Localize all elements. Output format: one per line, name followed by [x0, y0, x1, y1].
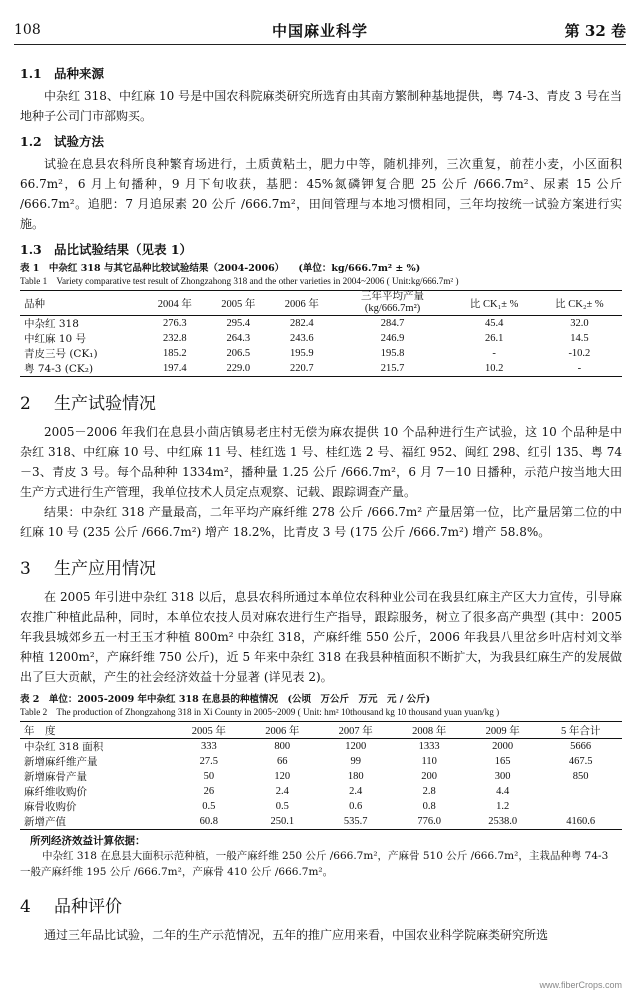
table-cell: 麻骨收购价	[24, 801, 77, 813]
section-number: 4	[20, 897, 31, 917]
section-number: 1.1	[20, 66, 42, 81]
table-1	[20, 290, 622, 377]
article-body	[20, 58, 622, 945]
table-header-cell: 5 年合计	[539, 722, 622, 739]
table-cell: 110	[421, 756, 437, 767]
table-cell: 120	[274, 771, 291, 782]
table-cell: 26.1	[484, 333, 504, 344]
table-header-cell: 2008 年	[392, 722, 465, 739]
section-number: 3	[20, 559, 31, 579]
table-cell: 0.8	[422, 801, 436, 812]
table-cell: 50	[203, 771, 215, 782]
table-2	[20, 721, 622, 830]
table-header-cell: 2009 年	[466, 722, 539, 739]
table-cell: 295.4	[226, 318, 251, 329]
table-cell: 200	[421, 771, 438, 782]
table-header-cell: 比 CK₂± %	[537, 291, 622, 316]
table-cell: 27.5	[199, 756, 218, 767]
table-header-cell: 2005 年	[207, 291, 271, 316]
table-header-cell: 2004 年	[143, 291, 207, 316]
table-cell: 850	[572, 771, 589, 782]
table-header-cell: 2005 年	[172, 722, 245, 739]
table-cell: 中杂红 318	[24, 318, 79, 330]
table-cell: 1.2	[496, 801, 510, 812]
table-row	[20, 331, 622, 346]
section-2-text-2: 结果：中杂红 318 产量最高，二年平均产麻纤维 278 公斤 /666.7m² 产量居第一位，比产量居第二位的中红麻 10 号 (235 公斤 /666.7m²) 增产 18.2%，比青皮 3 号 (175 公斤 /666.7m²) 增产 58.8%。	[20, 505, 622, 539]
table-row	[20, 769, 622, 784]
table-cell: 99	[350, 756, 361, 767]
section-3-text: 在 2005 年引进中杂红 318 以后，息县农科所通过本单位农科种业公司在我县红麻主产区大力宣传，引导麻农推广种植此品种，同时，本单位农技人员对麻农进行生产指导，跟踪服务，树立了很多高产典型 (其中：2005 年我县城郊乡五一村王玉才种植 800m² 中杂红 318，产麻纤维 550 公斤，2006 年我县八里岔乡叶店村刘文举种植 1200m²，产麻纤维 750 公斤)，近 5 年来中杂红 318 在我县种植面积不断扩大，为我县红麻生产的发展做出了巨大贡献，产生的社会经济效益十分显著 (详见表 2)。	[20, 590, 622, 684]
table-row	[20, 316, 622, 332]
journal-title: 中国麻业科学	[271, 22, 368, 40]
table-cell: 2.8	[422, 786, 436, 797]
section-title: 试验方法	[54, 134, 105, 149]
table-cell: 282.4	[289, 318, 314, 329]
section-4-text: 通过三年品比试验，二年的生产示范情况，五年的推广应用来看，中国农业科学院麻类研究所选	[44, 928, 549, 942]
section-title: 生产试验情况	[54, 394, 156, 414]
table-cell: 10.2	[452, 361, 537, 377]
section-1-2-heading	[20, 132, 622, 150]
table-cell: 215.7	[334, 361, 452, 377]
section-1-1-heading	[20, 64, 622, 82]
table-cell: 4.4	[496, 786, 510, 797]
table-header-cell: 比 CK₁± %	[452, 291, 537, 316]
table-header-cell: 2007 年	[319, 722, 392, 739]
table-cell: 185.2	[162, 348, 187, 359]
table-row	[20, 814, 622, 830]
table-cell: 新增麻骨产量	[24, 771, 87, 783]
table-cell: 229.0	[207, 361, 271, 377]
volume-label: 第 32 卷	[564, 22, 626, 40]
table-cell: 5666	[570, 741, 592, 752]
table-row	[20, 346, 622, 361]
section-2-text-1: 2005－2006 年我们在息县小茴店镇易老庄村无偿为麻农提供 10 个品种进行生产试验，这 10 个品种是中杂红 318、中红麻 10 号、中红麻 11 号、桂红选 1 号、桂红选 2 号、福红 952、闽红 298、红引 135、粤 74－3、青皮 3 号。每个品种种 1334m²，播种量 1.25 公斤 /666.7m²，6 月 7－10 日播种，示范户按当地大田生产方式进行生产管理，我单位技术人员定点观察、记载、跟踪调查产量。	[20, 425, 622, 499]
table-cell: 776.0	[392, 814, 465, 830]
table-cell: -	[492, 348, 496, 359]
section-1-1-text: 中杂红 318、中红麻 10 号是中国农科院麻类研究所选育由其南方繁制种基地提供，粤 74-3、青皮 3 号在当地种子公司门市部购买。	[20, 89, 622, 123]
table-cell: 180	[347, 771, 364, 782]
table-cell: 青皮三号 (CK₁)	[24, 348, 98, 360]
section-1-2-text: 试验在息县农科所良种繁育场进行，土质黄粘土，肥力中等，随机排列，三次重复，前茬小麦，小区面积 66.7m²，6 月上旬播种，9 月下旬收获，基肥：45%氮磷钾复合肥 25 公斤 /666.7m²、尿素 15 公斤 /666.7m²。追肥：7 月追尿素 20 公斤 /666.7m²，田间管理与本地习惯相同，三年均按统一试验方案进行实施。	[20, 157, 622, 231]
table-header-cell: 2006 年	[270, 291, 334, 316]
section-title: 生产应用情况	[54, 559, 156, 579]
table-header-row	[20, 291, 622, 316]
table-row	[20, 799, 622, 814]
note-title: 所列经济效益计算依据：	[30, 835, 146, 847]
table-cell: 60.8	[172, 814, 245, 830]
table-cell: 246.9	[380, 333, 405, 344]
table-cell	[539, 799, 622, 814]
table-row	[20, 784, 622, 799]
table-cell: 66	[277, 756, 288, 767]
section-2-heading	[20, 389, 622, 414]
table-cell: 467.5	[568, 756, 593, 767]
table-cell: 中红麻 10 号	[24, 333, 87, 345]
table-cell: 232.8	[162, 333, 187, 344]
table-cell: 1200	[345, 741, 367, 752]
table-cell: 195.8	[380, 348, 405, 359]
section-number: 2	[20, 394, 31, 414]
table-cell: 1333	[418, 741, 440, 752]
section-4-heading	[20, 892, 622, 917]
table-cell: 243.6	[289, 333, 314, 344]
page-header	[14, 18, 626, 45]
table-1-caption-en: Table 1 Variety comparative test result of Zhongzahong 318 and the other varieties in 2004~2006 ( Unit:kg/666.7m² )	[20, 276, 459, 286]
note-text: 中杂红 318 在息县大面积示范种植，一般产麻纤维 250 公斤 /666.7m²，产麻骨 510 公斤 /666.7m²，主栽品种粤 74-3 一般产麻纤维 195 公斤 /666.7m²，产麻骨 410 公斤 /666.7m²。	[20, 850, 609, 878]
table-cell: 264.3	[226, 333, 251, 344]
section-title: 品种来源	[54, 66, 105, 81]
section-number: 1.2	[20, 134, 42, 149]
table-cell: 800	[274, 741, 291, 752]
page-number: 108	[14, 22, 41, 38]
table-cell: 300	[494, 771, 511, 782]
table-header-cell: 2006 年	[246, 722, 319, 739]
table-cell: 197.4	[143, 361, 207, 377]
section-title: 品种评价	[54, 897, 122, 917]
table-cell: 2.4	[349, 786, 363, 797]
table-cell: 32.0	[570, 318, 589, 329]
table-cell: 276.3	[162, 318, 187, 329]
table-cell: 新增产值	[20, 814, 172, 830]
table-header-row	[20, 722, 622, 739]
table-2-caption: 表 2 单位：2005-2009 年中杂红 318 在息县的种植情况 (公顷 万公斤 万元 元 / 公斤)	[20, 694, 431, 705]
table-cell: 2538.0	[466, 814, 539, 830]
table-cell: 中杂红 318 面积	[24, 741, 104, 753]
table-cell: 26	[203, 786, 215, 797]
table-cell: 333	[200, 741, 217, 752]
table-header-cell: 三年平均产量 (kg/666.7m²)	[334, 291, 452, 316]
section-3-heading	[20, 554, 622, 579]
table-row	[20, 739, 622, 755]
table-cell: 250.1	[246, 814, 319, 830]
table-cell: 麻纤维收购价	[24, 786, 87, 798]
table-cell: 0.5	[202, 801, 216, 812]
table-cell: 2.4	[275, 786, 289, 797]
table-cell: 4160.6	[539, 814, 622, 830]
section-title: 品比试验结果（见表 1）	[54, 242, 193, 257]
table-cell: 0.5	[275, 801, 289, 812]
table-1-caption: 表 1 中杂红 318 与其它品种比较试验结果（2004-2006） (单位：kg/666.7m² ± %)	[20, 263, 421, 274]
table-row	[20, 754, 622, 769]
table-header-cell: 年 度	[20, 722, 172, 739]
table-cell: 206.5	[226, 348, 251, 359]
section-1-3-heading	[20, 240, 622, 258]
table-cell: 2000	[492, 741, 514, 752]
table-cell: 220.7	[270, 361, 334, 377]
table-cell: 0.6	[349, 801, 363, 812]
table-cell: 165	[494, 756, 511, 767]
table-cell: 284.7	[380, 318, 405, 329]
table-cell: -10.2	[568, 348, 591, 359]
table-cell	[539, 784, 622, 799]
table-header-cell: 品种	[20, 291, 143, 316]
table-cell: 195.9	[289, 348, 314, 359]
watermark: www.fiberCrops.com	[539, 980, 622, 990]
table-cell: 14.5	[570, 333, 589, 344]
table-cell: 535.7	[319, 814, 392, 830]
table-row	[20, 361, 622, 377]
table-cell: 粤 74-3 (CK₂)	[20, 361, 143, 377]
section-number: 1.3	[20, 242, 42, 257]
table-cell: -	[537, 361, 622, 377]
table-cell: 新增麻纤维产量	[24, 756, 98, 768]
table-2-caption-en: Table 2 The production of Zhongzahong 318 in Xi County in 2005~2009 ( Unit: hm² 10thousand kg 10 thousand yuan yuan/kg )	[20, 707, 500, 717]
table-cell: 45.4	[484, 318, 504, 329]
